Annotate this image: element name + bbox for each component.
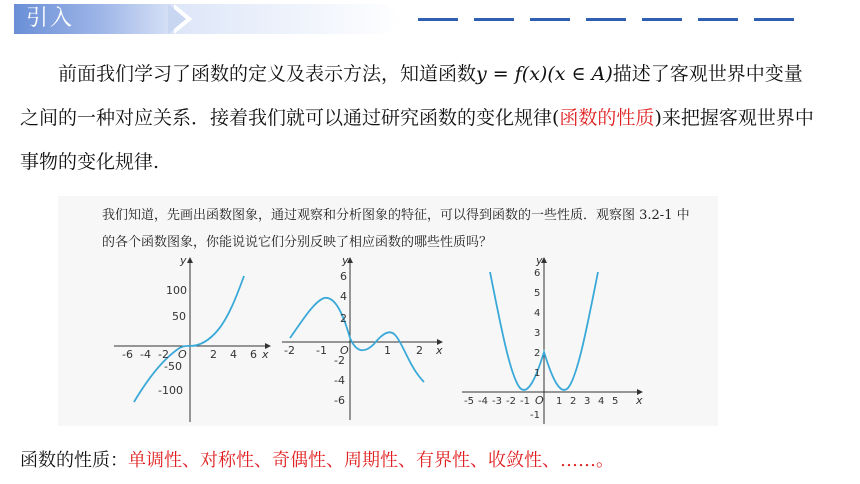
intro-text-1: 前面我们学习了函数的定义及表示方法，知道函数 (58, 63, 477, 85)
graph-2-x-tick: 1 (384, 344, 391, 357)
graph-3 (462, 254, 643, 424)
properties-list: 单调性、对称性、奇偶性、周期性、有界性、收敛性、……。 (128, 450, 614, 471)
title-banner-ribbon (174, 4, 404, 34)
dash-4 (586, 18, 626, 21)
graph-3-y-tick: 1 (534, 368, 541, 379)
graph-2-y-tick: -4 (334, 374, 345, 387)
graph-2-y-tick: 2 (340, 312, 347, 325)
graph-2 (282, 254, 443, 420)
textbook-figure (58, 196, 718, 426)
dash-2 (474, 18, 514, 21)
graph-3-x-tick: 5 (612, 396, 619, 407)
slide-header (0, 0, 860, 46)
graph-3-x-tick: 1 (556, 396, 563, 407)
graph-1-y-label: y (180, 254, 187, 267)
graph-1-x-tick: 2 (210, 348, 217, 361)
graph-2-curve (290, 298, 424, 382)
dash-5 (642, 18, 682, 21)
intro-paragraph (20, 52, 820, 184)
graph-2-y-tick: -6 (334, 394, 345, 407)
graph-3-x-tick: -5 (464, 396, 474, 407)
graph-1-x-label: x (262, 348, 269, 361)
function-properties (20, 446, 614, 472)
graph-1-y-tick: -100 (158, 384, 183, 397)
graph-3-x-tick: 4 (598, 396, 605, 407)
graph-2-y-tick: -2 (334, 354, 345, 367)
properties-label: 函数的性质： (20, 450, 128, 471)
graph-3-y-label: y (536, 254, 543, 267)
graph-1 (114, 254, 270, 422)
graph-2-origin: O (340, 344, 349, 357)
section-title: 引入 (26, 6, 75, 31)
graph-1-curve (134, 276, 244, 402)
graph-2-y-tick: 6 (340, 270, 347, 283)
graph-3-x-tick: -3 (492, 396, 502, 407)
intro-formula: y = f(x)(x ∈ A) (476, 63, 613, 85)
intro-text-3: )来把握客观世界中事物的变化规律. (20, 107, 814, 173)
graph-3-x-tick: -4 (478, 396, 488, 407)
graph-1-x-tick: -2 (158, 348, 169, 361)
graph-2-x-tick: -2 (284, 344, 295, 357)
graph-3-x-tick: -2 (506, 396, 516, 407)
graph-1-x-tick: 4 (230, 348, 237, 361)
intro-highlight: 函数的性质 (559, 107, 655, 129)
graph-1-y-tick: 50 (172, 310, 186, 323)
graph-3-x-label: x (636, 394, 643, 407)
graph-1-origin: O (178, 348, 187, 361)
graph-3-y-tick: 3 (534, 328, 541, 339)
graph-3-x-tick: -1 (520, 396, 530, 407)
graph-3-y-tick: 2 (534, 348, 541, 359)
graph-3-x-tick: 3 (584, 396, 591, 407)
function-graphs (58, 252, 718, 426)
graph-3-y-tick: -1 (530, 410, 540, 421)
dash-1 (418, 18, 458, 21)
graph-3-y-tick: 5 (534, 288, 541, 299)
dash-6 (698, 18, 738, 21)
graph-1-y-tick: 100 (166, 284, 187, 297)
graph-3-y-tick: 6 (534, 268, 541, 279)
graph-3-origin: O (535, 394, 544, 407)
graph-1-x-tick: -4 (140, 348, 151, 361)
graph-1-x-tick: 6 (250, 348, 257, 361)
graph-2-x-tick: -1 (316, 344, 327, 357)
graph-2-y-tick: 4 (340, 290, 347, 303)
graph-3-y-tick: 4 (534, 308, 541, 319)
graph-3-x-tick: 2 (570, 396, 577, 407)
figure-caption-text: 我们知道，先画出函数图象，通过观察和分析图象的特征，可以得到函数的一些性质．观察图 3.2-1 中的各个函数图象，你能说说它们分别反映了相应函数的哪些性质吗？ (102, 208, 690, 250)
dash-3 (530, 18, 570, 21)
graph-2-y-label: y (342, 254, 349, 267)
intro-text-2: 描述了客观世界中变量之间的一种对应关系．接着我们就可以通过研究函数的变化规律( (20, 63, 803, 129)
graph-2-x-label: x (436, 344, 443, 357)
dash-7 (754, 18, 794, 21)
graph-2-x-tick: 2 (416, 344, 423, 357)
graph-1-y-tick: -50 (164, 360, 182, 373)
graph-1-x-tick: -6 (122, 348, 133, 361)
